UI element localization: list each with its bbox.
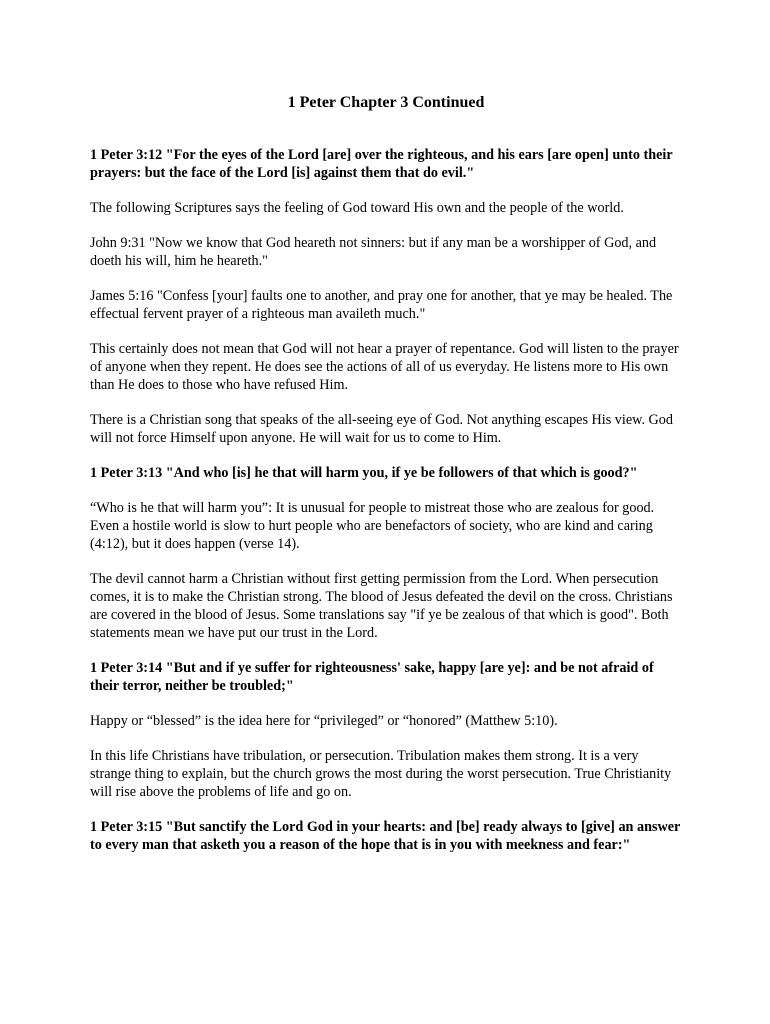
scripture-quote-john-9-31: John 9:31 "Now we know that God heareth not sinners: but if any man be a worshipper of God, and doeth his will, him he heareth." bbox=[90, 235, 657, 269]
verse-1-peter-3-13: 1 Peter 3:13 "And who [is] he that will harm you, if ye be followers of that which is good?" bbox=[90, 465, 638, 481]
commentary-paragraph: “Who is he that will harm you”: It is unusual for people to mistreat those who are zealous for good. Even a hostile world is slow to hurt people who are benefactors of society, who are kind and caring (4:12), but it does happen (verse 14). bbox=[90, 500, 655, 552]
commentary-paragraph: This certainly does not mean that God will not hear a prayer of repentance. God will listen to the prayer of anyone when they repent. He does see the actions of all of us everyday. He listens more to His own than He does to those who have refused Him. bbox=[90, 341, 679, 393]
commentary-paragraph: The following Scriptures says the feeling of God toward His own and the people of the world. bbox=[90, 200, 624, 216]
scripture-quote-james-5-16: James 5:16 "Confess [your] faults one to another, and pray one for another, that ye may be healed. The effectual fervent prayer of a righteous man availeth much." bbox=[90, 288, 673, 322]
commentary-paragraph: In this life Christians have tribulation, or persecution. Tribulation makes them strong. It is a very strange thing to explain, but the church grows the most during the worst persecution. True Christianity will rise above the problems of life and go on. bbox=[90, 748, 672, 800]
verse-1-peter-3-15: 1 Peter 3:15 "But sanctify the Lord God in your hearts: and [be] ready always to [give] an answer to every man that asketh you a reason of the hope that is in you with meekness and fear:" bbox=[90, 819, 681, 853]
verse-1-peter-3-12: 1 Peter 3:12 "For the eyes of the Lord [are] over the righteous, and his ears [are open] unto their prayers: but the face of the Lord [is] against them that do evil." bbox=[90, 147, 673, 181]
commentary-paragraph: There is a Christian song that speaks of the all-seeing eye of God. Not anything escapes His view. God will not force Himself upon anyone. He will wait for us to come to Him. bbox=[90, 412, 673, 446]
document-page bbox=[90, 93, 682, 871]
page-title: 1 Peter Chapter 3 Continued bbox=[287, 94, 485, 111]
commentary-paragraph: Happy or “blessed” is the idea here for “privileged” or “honored” (Matthew 5:10). bbox=[90, 713, 558, 729]
verse-1-peter-3-14: 1 Peter 3:14 "But and if ye suffer for righteousness' sake, happy [are ye]: and be not afraid of their terror, neither be troubled;" bbox=[90, 660, 654, 694]
commentary-paragraph: The devil cannot harm a Christian without first getting permission from the Lord. When persecution comes, it is to make the Christian strong. The blood of Jesus defeated the devil on the cross. Christians are covered in the blood of Jesus. Some translations say "if ye be zealous of that which is good". Both statements mean we have put our trust in the Lord. bbox=[90, 571, 673, 641]
